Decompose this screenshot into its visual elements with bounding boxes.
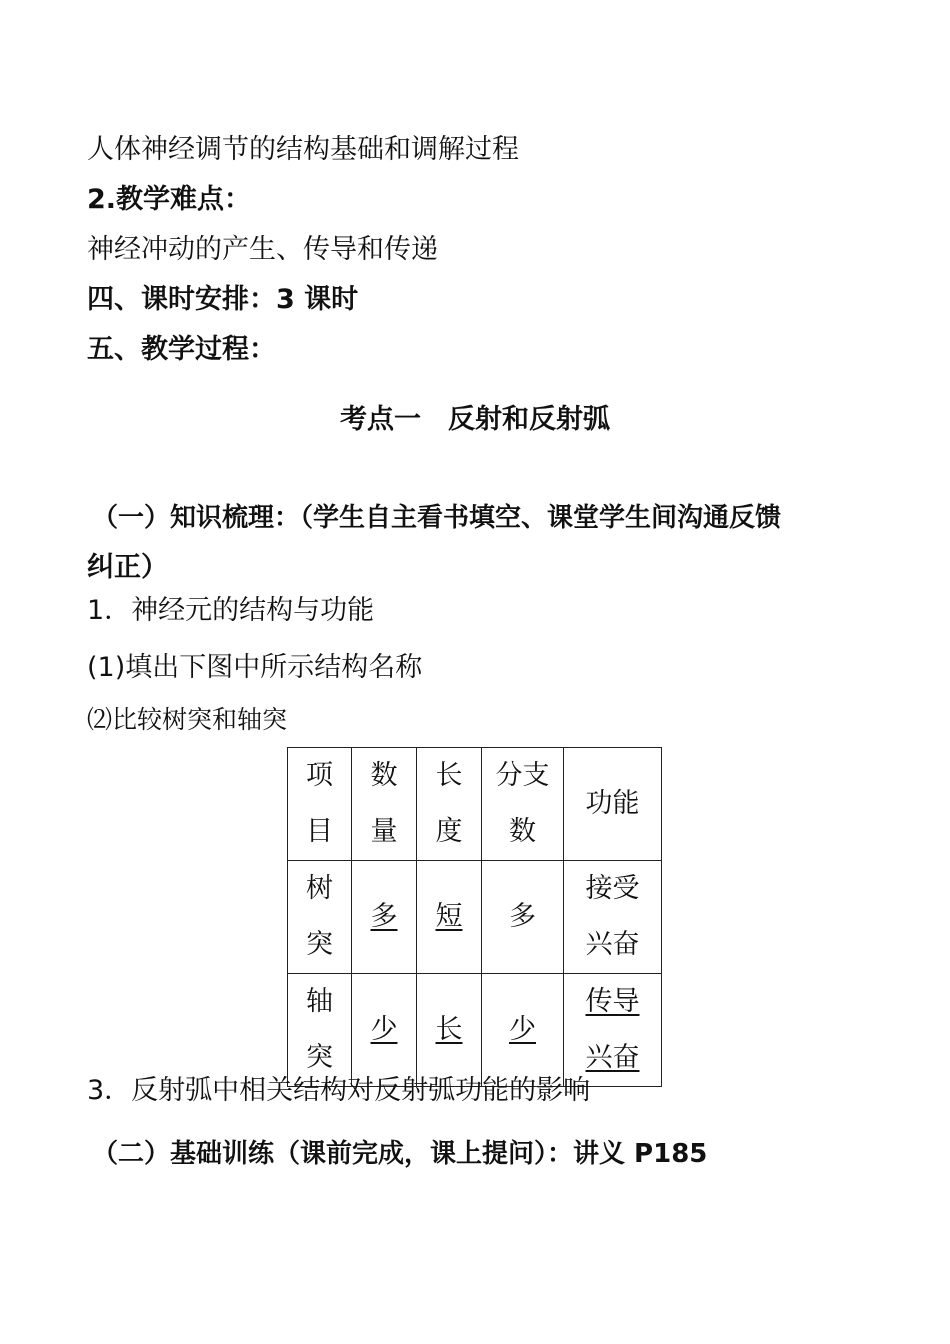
table-cell: 传导兴奋	[564, 974, 662, 1087]
section-heading: 四、课时安排：3 课时	[87, 284, 359, 315]
text-line: 神经冲动的产生、传导和传递	[87, 234, 438, 265]
header-cell: 长度	[417, 748, 482, 861]
table-row	[288, 861, 662, 974]
table-cell: 多	[482, 861, 564, 974]
text-line: ⑵比较树突和轴突	[87, 705, 288, 734]
table-cell: 接受兴奋	[564, 861, 662, 974]
table-cell: 少	[352, 974, 417, 1087]
table-cell: 短	[417, 861, 482, 974]
row-label: 轴突	[288, 974, 352, 1087]
text-line: 3．反射弧中相关结构对反射弧功能的影响	[87, 1075, 591, 1106]
table-cell: 长	[417, 974, 482, 1087]
row-label: 树突	[288, 861, 352, 974]
header-cell: 分支数	[482, 748, 564, 861]
text-line: (1)填出下图中所示结构名称	[87, 652, 423, 683]
subsection-heading-cont: 纠正）	[87, 552, 168, 583]
header-cell: 数量	[352, 748, 417, 861]
section-heading: 2.教学难点：	[87, 184, 252, 215]
header-cell: 功能	[564, 748, 662, 861]
table-row	[288, 974, 662, 1087]
section-heading: 五、教学过程：	[87, 334, 276, 365]
topic-heading: 考点一 反射和反射弧	[340, 404, 610, 435]
text-line: 1．神经元的结构与功能	[87, 595, 375, 626]
table-cell: 少	[482, 974, 564, 1087]
subsection-heading: （一）知识梳理：（学生自主看书填空、课堂学生间沟通反馈	[92, 503, 782, 533]
table-cell: 多	[352, 861, 417, 974]
comparison-table	[287, 747, 662, 1087]
header-cell: 项目	[288, 748, 352, 861]
table-header-row	[288, 748, 662, 861]
text-line: 人体神经调节的结构基础和调解过程	[87, 134, 519, 165]
subsection-heading: （二）基础训练（课前完成，课上提问）：讲义 P185	[92, 1139, 708, 1169]
